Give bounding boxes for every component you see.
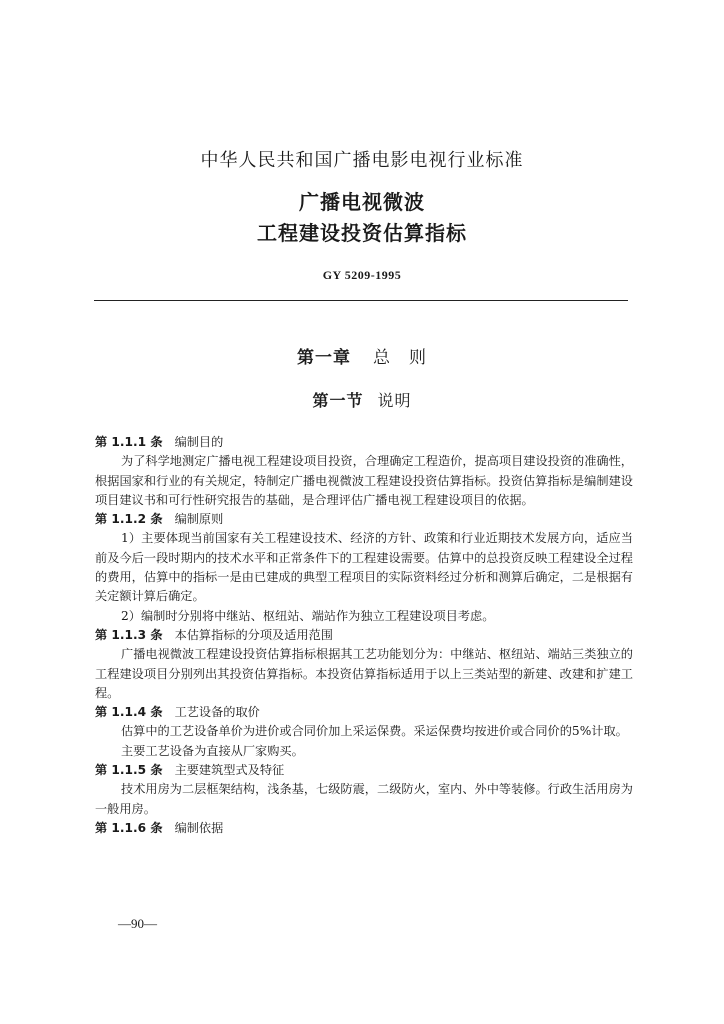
article-paragraph: 技术用房为二层框架结构，浅条基，七级防震，二级防火，室内、外中等装修。行政生活用房为一般用房。 [95, 782, 633, 816]
article-title: 本估算指标的分项及适用范围 [174, 627, 333, 642]
article-1-1-4 [95, 703, 633, 761]
article-paragraph: 为了科学地测定广播电视工程建设项目投资，合理确定工程造价，提高项目建设投资的准确性，根据国家和行业的有关规定，特制定广播电视微波工程建设投资估算指标。投资估算指标是编制建设项目建议书和可行性研究报告的基础，是合理评估广播电视工程建设项目的依据。 [95, 454, 633, 507]
article-number: 第 1.1.2 条 [95, 512, 163, 527]
article-1-1-2 [95, 510, 633, 626]
article-number: 第 1.1.5 条 [95, 763, 163, 778]
section-name: 说明 [377, 391, 412, 410]
article-title: 编制依据 [174, 820, 224, 835]
article-heading [95, 626, 633, 645]
article-paragraph: 2）编制时分别将中继站、枢纽站、端站作为独立工程建设项目考虑。 [121, 608, 495, 623]
document-title-line-2: 工程建设投资估算指标 [257, 221, 467, 245]
article-number: 第 1.1.6 条 [95, 820, 163, 835]
issuing-organization: 中华人民共和国广播电影电视行业标准 [200, 150, 524, 171]
header-divider [94, 300, 628, 301]
article-heading [95, 433, 633, 452]
article-1-1-1 [95, 433, 633, 510]
page-number: —90— [118, 916, 157, 931]
article-title: 工艺设备的取价 [174, 705, 260, 720]
document-body [95, 433, 633, 838]
article-heading [95, 819, 633, 838]
article-paragraph: 广播电视微波工程建设投资估算指标根据其工艺功能划分为：中继站、枢纽站、端站三类独立的工程建设项目分别列出其投资估算指标。本投资估算指标适用于以上三类站型的新建、改建和扩建工程。 [95, 647, 633, 700]
chapter-heading [0, 343, 724, 368]
article-heading [95, 761, 633, 780]
article-number: 第 1.1.1 条 [95, 435, 163, 449]
article-number: 第 1.1.3 条 [95, 627, 163, 642]
article-heading [95, 510, 633, 529]
section-heading [0, 388, 724, 411]
article-paragraph: 1）主要体现当前国家有关工程建设技术、经济的方针、政策和行业近期技术发展方向，适应当前及今后一段时期内的技术水平和正常条件下的工程建设需要。估算中的总投资反映工程建设全过程的费用，估算中的指标一是由已建成的典型工程项目的实际资料经过分析和测算后确定，二是根据有关定额计算后确定。 [95, 531, 633, 604]
article-1-1-5 [95, 761, 633, 819]
chapter-label: 第一章 [297, 348, 351, 368]
chapter-name: 总 则 [373, 348, 427, 368]
article-1-1-6 [95, 819, 633, 838]
section-label: 第一节 [312, 391, 364, 410]
article-paragraph: 主要工艺设备为直接从厂家购买。 [121, 743, 304, 758]
document-title-line-1: 广播电视微波 [299, 190, 425, 214]
article-number: 第 1.1.4 条 [95, 705, 163, 720]
standard-code: GY 5209-1995 [322, 268, 402, 282]
article-paragraph: 估算中的工艺设备单价为进价或合同价加上采运保费。采运保费均按进价或合同价的5%计取。 [121, 724, 628, 739]
article-1-1-3 [95, 626, 633, 703]
article-title: 编制原则 [174, 512, 224, 527]
article-heading [95, 703, 633, 722]
article-title: 主要建筑型式及特征 [174, 763, 285, 778]
article-title: 编制目的 [174, 435, 224, 449]
